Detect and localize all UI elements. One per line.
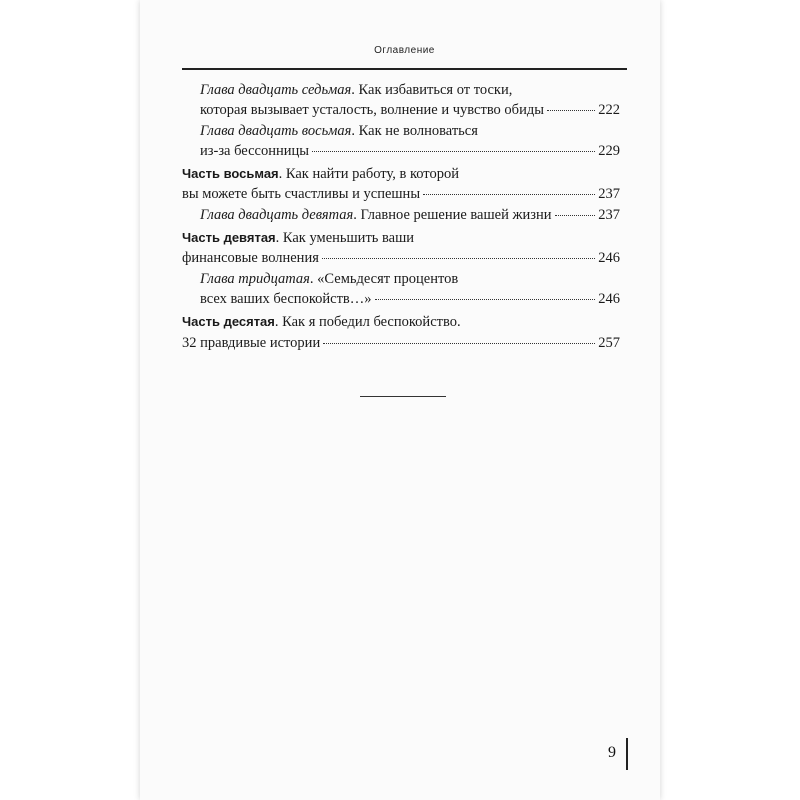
chapter-label: Глава двадцать восьмая: [200, 122, 352, 139]
part-label: Часть восьмая: [182, 166, 279, 182]
dot-leader: [312, 151, 595, 152]
chapter-title-line1: . «Семьдесят процентов: [309, 270, 459, 287]
chapter-label: Глава тридцатая: [200, 270, 310, 287]
chapter-title-line2: которая вызывает усталость, волнение и чувство обиды: [200, 102, 544, 119]
dot-leader: [555, 215, 596, 216]
page-folio: 9: [608, 744, 616, 761]
folio-bar: [626, 738, 628, 770]
part-title-line2: 32 правдивые истории: [182, 334, 321, 351]
chapter-title-line2: из-за бессонницы: [200, 142, 309, 159]
part-label: Часть десятая: [182, 314, 275, 330]
dot-leader: [323, 343, 595, 344]
part-title-line1: . Как я победил беспокойство.: [274, 314, 461, 331]
page-number: 246: [598, 290, 620, 307]
page-number: 222: [598, 102, 620, 119]
table-of-contents: [182, 80, 620, 353]
toc-entry-chapter-29[interactable]: [182, 205, 620, 225]
chapter-title-line2: всех ваших беспокойств…»: [200, 290, 372, 307]
header-rule: [182, 68, 627, 70]
dot-leader: [375, 299, 596, 300]
toc-entry-chapter-30[interactable]: [182, 269, 620, 310]
toc-entry-chapter-28[interactable]: [182, 121, 620, 162]
page-number: 229: [598, 142, 620, 159]
part-title-line1: . Как найти работу, в которой: [278, 166, 459, 183]
toc-entry-part-9[interactable]: [182, 228, 620, 269]
chapter-label: Глава двадцать седьмая: [200, 82, 352, 98]
page-number: 257: [598, 334, 620, 351]
page-number: 237: [598, 186, 620, 203]
part-title-line2: финансовые волнения: [182, 250, 319, 267]
chapter-title-line1: . Главное решение вашей жизни: [353, 206, 552, 223]
chapter-label: Глава двадцать девятая: [200, 206, 354, 223]
toc-entry-chapter-27[interactable]: [182, 80, 620, 121]
part-title-line2: вы можете быть счастливы и успешны: [182, 186, 421, 203]
dot-leader: [547, 110, 595, 111]
page-number: 237: [598, 206, 620, 223]
dot-leader: [322, 258, 595, 259]
chapter-title-line1: . Как избавиться от тоски,: [351, 82, 513, 98]
part-label: Часть девятая: [182, 230, 276, 246]
toc-entry-part-8[interactable]: [182, 164, 620, 205]
dot-leader: [423, 194, 595, 195]
section-end-rule: [360, 396, 446, 397]
page-number: 246: [598, 250, 620, 267]
toc-entry-part-10[interactable]: [182, 312, 620, 353]
part-title-line1: . Как уменьшить ваши: [275, 230, 415, 247]
running-head: Оглавление: [374, 45, 435, 56]
chapter-title-line1: . Как не волноваться: [351, 122, 478, 139]
